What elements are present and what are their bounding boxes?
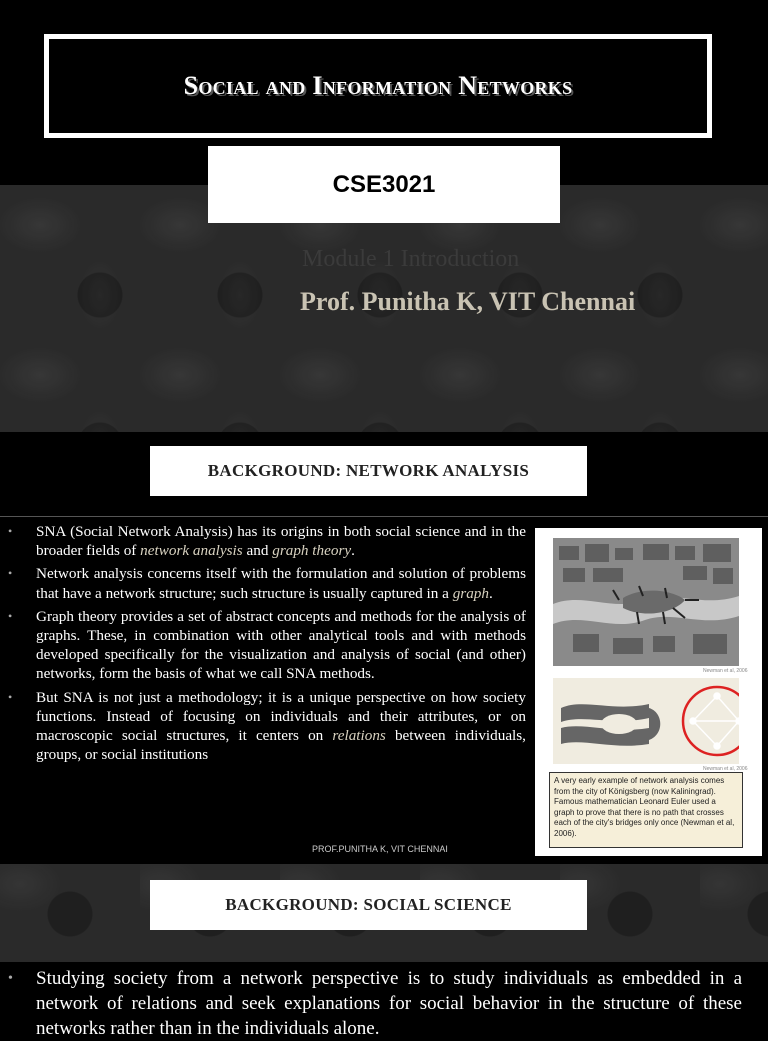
presenter-name: Prof. Punitha K, VIT Chennai <box>300 287 636 316</box>
title-slide <box>0 0 768 432</box>
slide-header: BACKGROUND: NETWORK ANALYSIS <box>150 446 587 496</box>
title-box <box>44 34 712 138</box>
figure-caption: A very early example of network analysis comes from the city of Königsberg (now Kaliningrad). Famous mathematician Leonard Euler used a graph to prove that there is no path that crosses each of the city's bridges only once (Newman et al, 2006). <box>549 772 743 848</box>
ghost-subtitle: Module 1 Introduction <box>302 246 520 272</box>
diagram-citation: Newman et al, 2006 <box>703 766 748 772</box>
term-graph-theory: graph theory <box>272 542 352 560</box>
map-citation: Newman et al, 2006 <box>703 668 748 674</box>
bullet-icon: • <box>8 608 13 623</box>
map-illustration <box>553 538 739 666</box>
course-code-box <box>208 146 560 223</box>
bridge-diagram <box>553 678 739 764</box>
bullet-icon: • <box>8 566 13 581</box>
konigsberg-map-image <box>553 538 739 666</box>
graph-diagram <box>553 678 739 764</box>
slide-title: Social and Information Networks <box>183 71 573 100</box>
body-text: Studying society from a network perspective is to study individuals as embedded in a network of relations and seek explanations for social behavior in the structure of these networks rather than in the individuals alone. <box>36 968 742 1039</box>
course-code: CSE3021 <box>332 170 436 198</box>
bullet-item: • Graph theory provides a set of abstract concepts and methods for the analysis of graphs. These, in combination with other analytical tools and with methods developed specifically for the visualization and analysis of social (and other) networks, form the basis of what we call SNA methods. <box>8 607 526 683</box>
bullet-item: • SNA (Social Network Analysis) has its origins in both social science and in the broader fields of network analysis and graph theory. <box>8 523 526 560</box>
term-graph: graph <box>452 584 489 602</box>
divider <box>0 516 768 517</box>
bullet-list <box>8 522 526 768</box>
bullet-item: • Network analysis concerns itself with the formulation and solution of problems that have a network structure; such structure is usually captured in a graph. <box>8 565 526 602</box>
bullet-icon: • <box>8 971 13 986</box>
bullet-item: • But SNA is not just a methodology; it is a unique perspective on how society functions. Instead of focusing on individuals and their attributes, or on macroscopic social structures, it centers on relations between individuals, groups, or social institutions <box>8 688 526 764</box>
term-network-analysis: network analysis <box>140 542 243 560</box>
term-relations: relations <box>332 727 386 745</box>
network-analysis-slide <box>0 432 768 864</box>
social-science-slide <box>0 864 768 1039</box>
bullet-icon: • <box>8 524 13 538</box>
konigsberg-figure <box>535 528 762 856</box>
bullet-item <box>8 966 742 1041</box>
slide-footer: PROF.PUNITHA K, VIT CHENNAI <box>312 844 448 854</box>
slide-header: BACKGROUND: SOCIAL SCIENCE <box>150 880 587 930</box>
bullet-icon: • <box>8 689 13 704</box>
